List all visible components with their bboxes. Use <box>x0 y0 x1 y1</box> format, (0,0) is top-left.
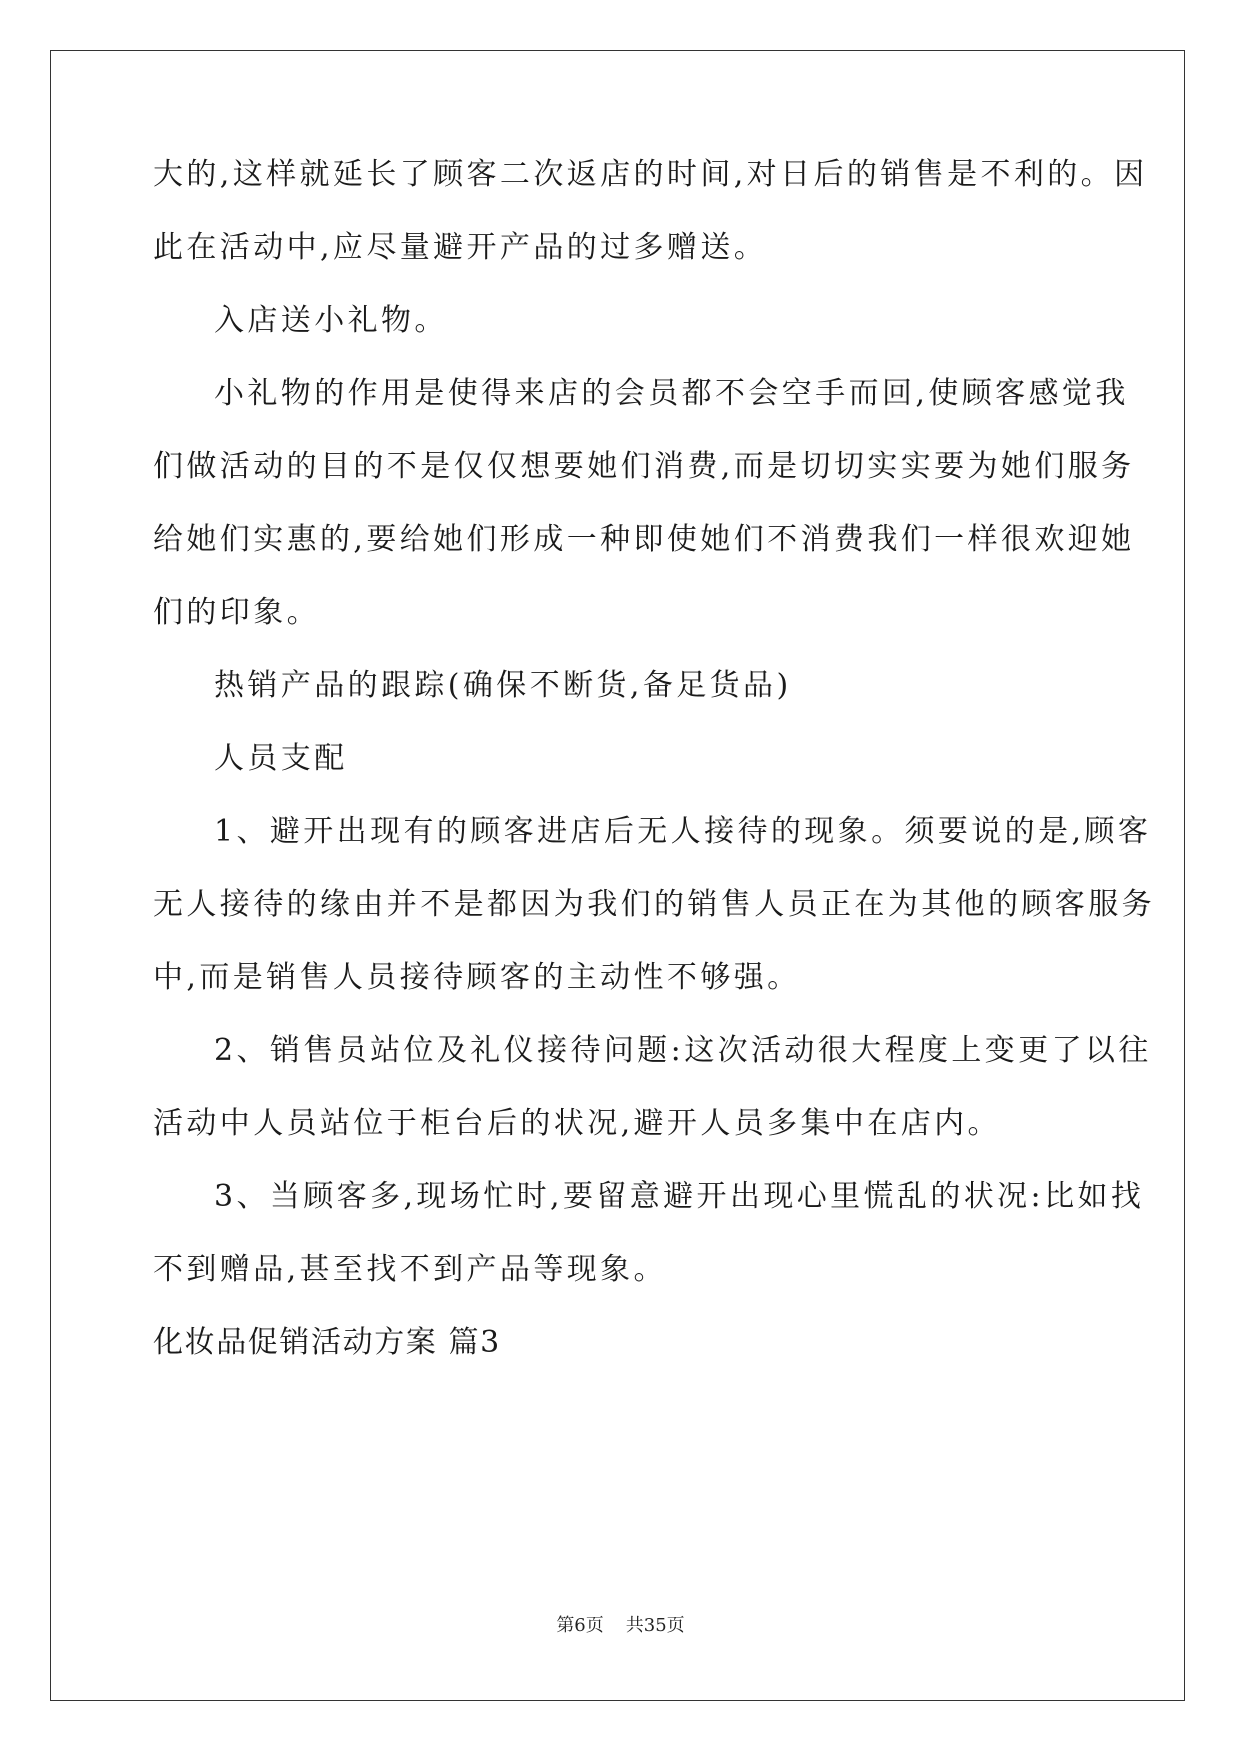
paragraph-line: 们的印象。 <box>153 595 320 630</box>
paragraph-line: 大的,这样就延长了顾客二次返店的时间,对日后的销售是不利的。因 <box>153 157 1148 192</box>
paragraph-line: 2、销售员站位及礼仪接待问题:这次活动很大程度上变更了以往 <box>214 1033 1152 1068</box>
paragraph-line: 不到赠品,甚至找不到产品等现象。 <box>153 1252 667 1287</box>
page-number: 第6页 <box>556 1615 604 1636</box>
paragraph-line: 中,而是销售人员接待顾客的主动性不够强。 <box>153 960 801 995</box>
paragraph-line: 人员支配 <box>214 741 348 776</box>
paragraph-line: 热销产品的跟踪(确保不断货,备足货品) <box>214 668 792 703</box>
paragraph-line: 入店送小礼物。 <box>214 303 448 338</box>
paragraph-line: 1、避开出现有的顾客进店后无人接待的现象。须要说的是,顾客 <box>214 814 1152 849</box>
section-heading: 化妆品促销活动方案 篇3 <box>153 1325 501 1360</box>
paragraph-line: 3、当顾客多,现场忙时,要留意避开出现心里慌乱的状况:比如找 <box>214 1179 1145 1214</box>
paragraph-line: 给她们实惠的,要给她们形成一种即使她们不消费我们一样很欢迎她 <box>153 522 1135 557</box>
paragraph-line: 小礼物的作用是使得来店的会员都不会空手而回,使顾客感觉我 <box>214 376 1129 411</box>
page-footer <box>0 1616 1241 1636</box>
paragraph-line: 此在活动中,应尽量避开产品的过多赠送。 <box>153 230 768 265</box>
document-body <box>153 157 1155 1360</box>
paragraph-line: 无人接待的缘由并不是都因为我们的销售人员正在为其他的顾客服务 <box>153 887 1155 922</box>
page-total: 共35页 <box>625 1615 685 1636</box>
paragraph-line: 们做活动的目的不是仅仅想要她们消费,而是切切实实要为她们服务 <box>153 449 1135 484</box>
paragraph-line: 活动中人员站位于柜台后的状况,避开人员多集中在店内。 <box>153 1106 1001 1141</box>
